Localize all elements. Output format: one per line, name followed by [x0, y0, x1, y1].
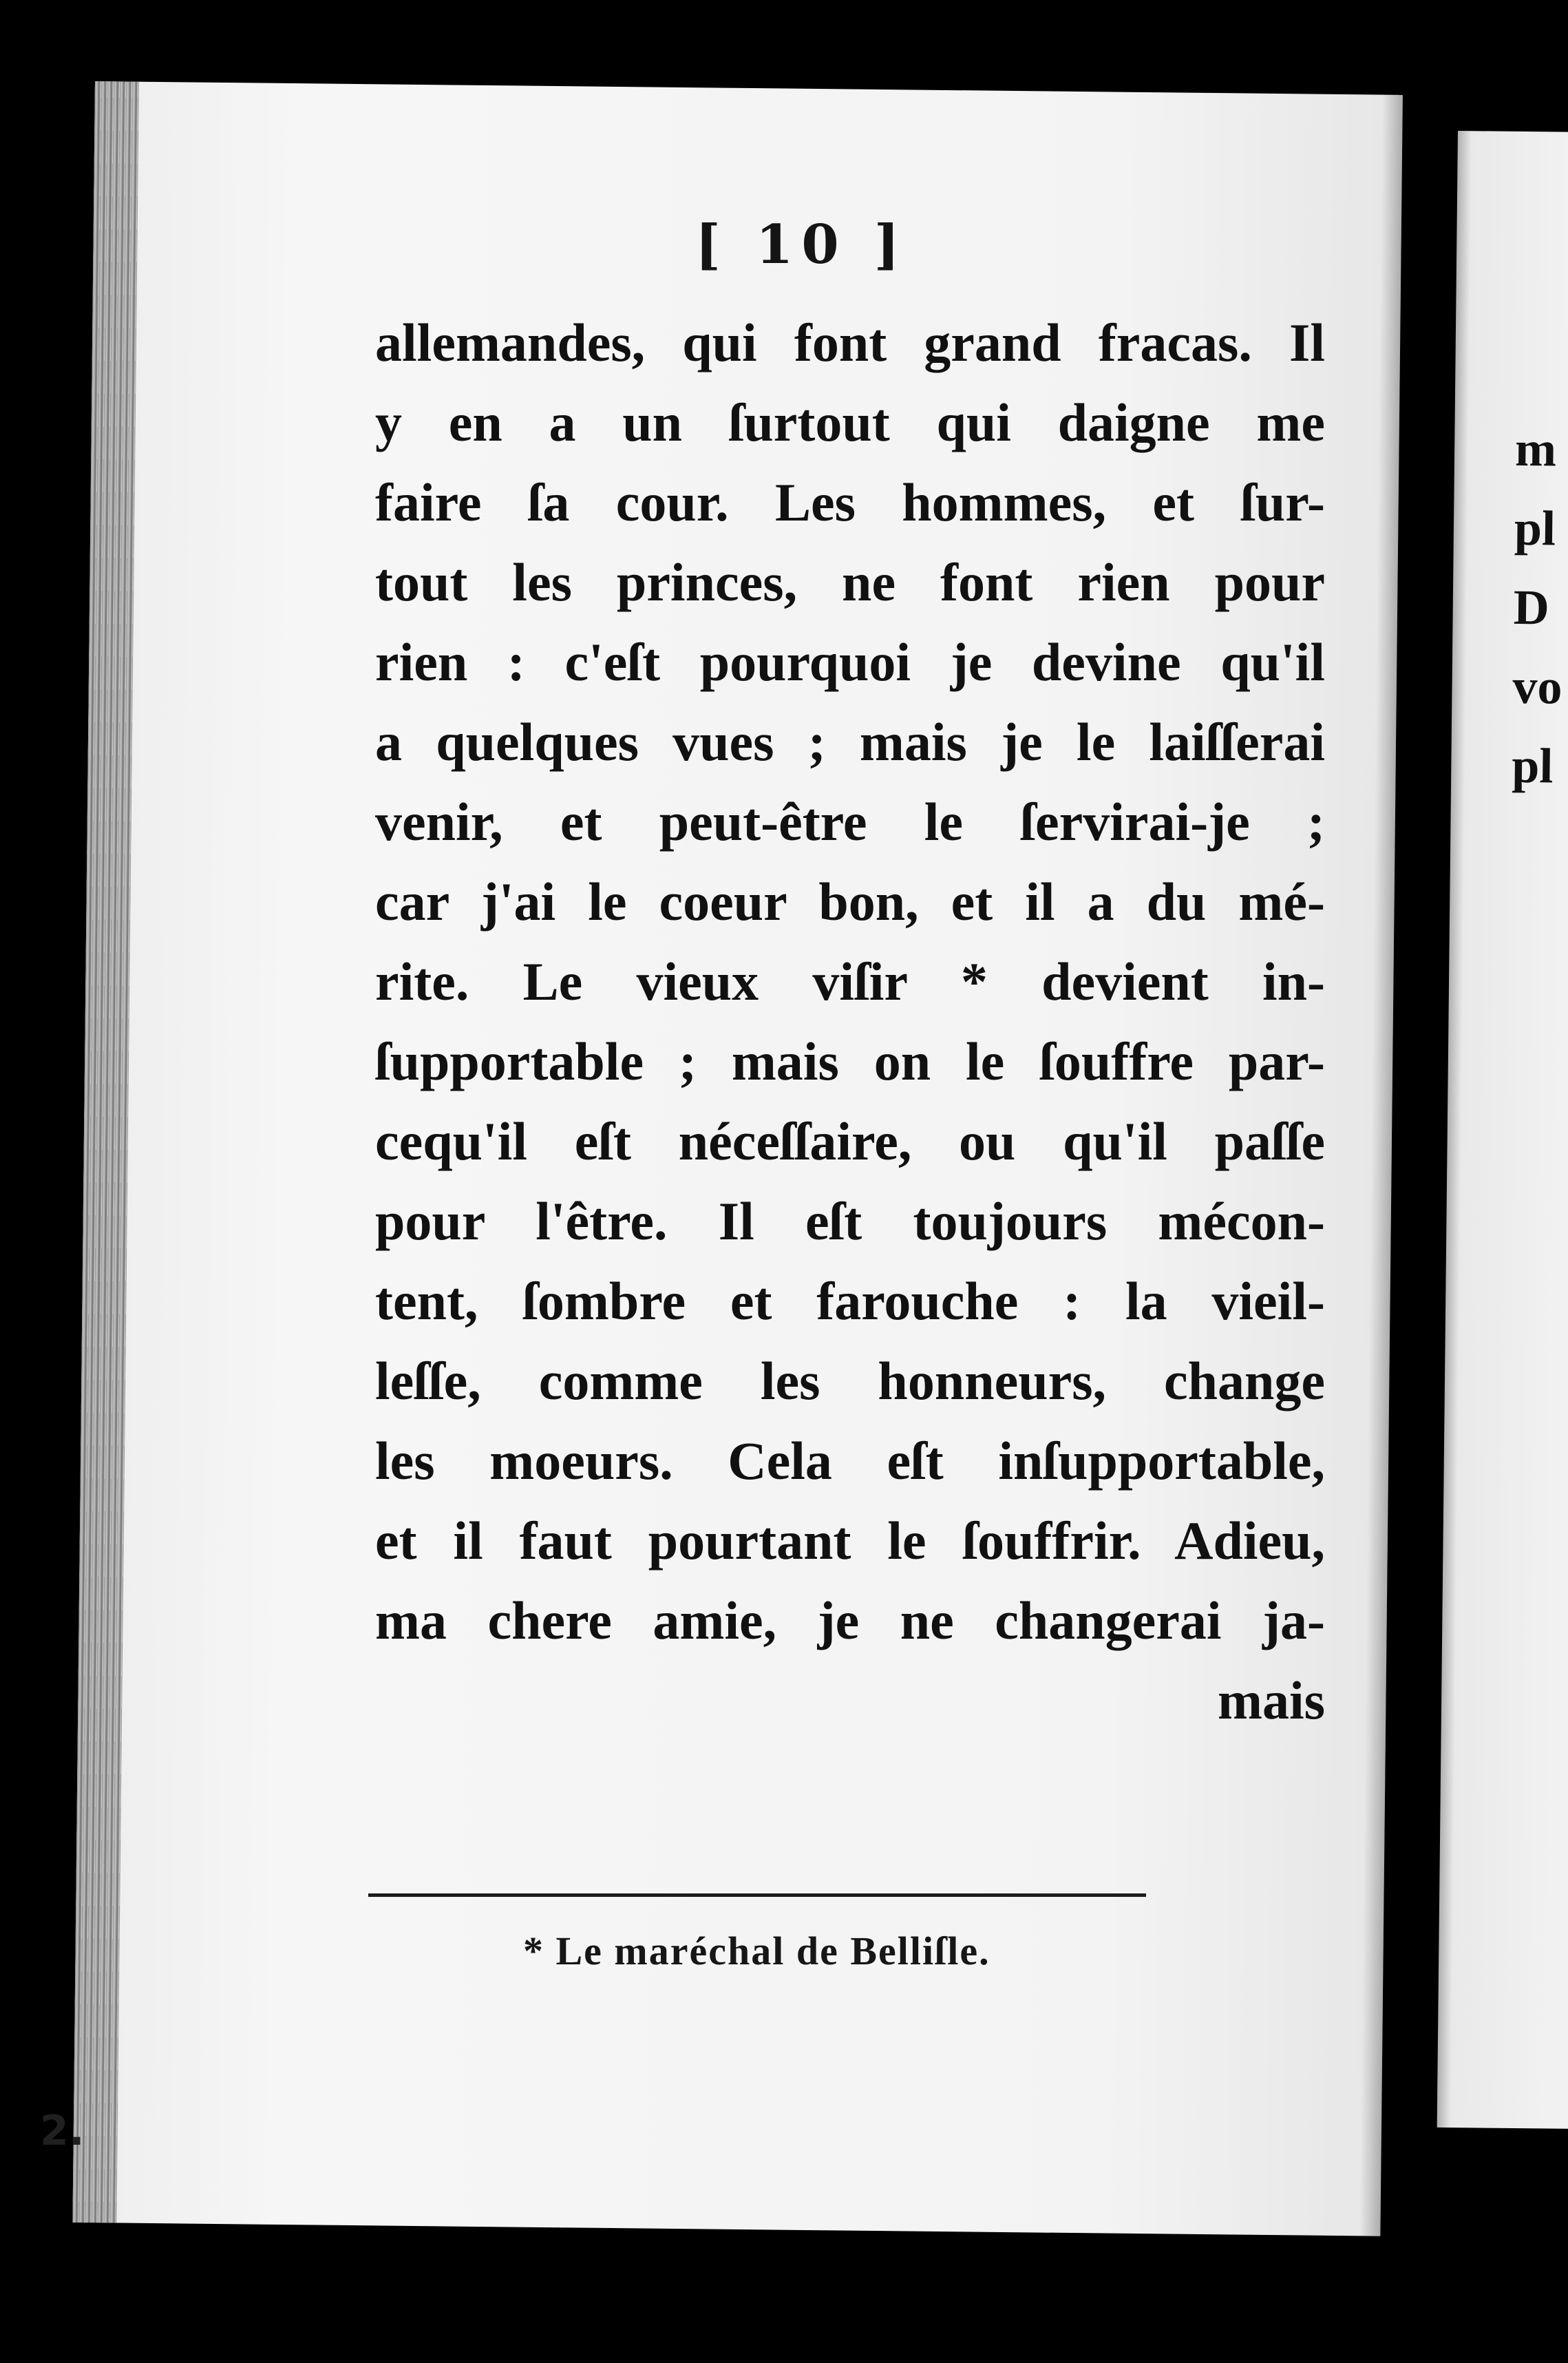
- text-line: pour l'être. Il eſt toujours mécon-: [375, 1191, 1325, 1251]
- text-line: rien : c'eſt pourquoi je devine qu'il: [375, 632, 1325, 692]
- text-line: venir, et peut-être le ſervirai-je ;: [375, 792, 1325, 852]
- body-text: [375, 303, 1325, 1741]
- footnote-rule: [368, 1893, 1146, 1897]
- adjacent-text-fragment: D: [1513, 579, 1550, 636]
- text-line: tout les princes, ne font rien pour: [375, 552, 1325, 612]
- page-number-header: [ 10 ]: [695, 213, 908, 276]
- adjacent-text-fragment: pl: [1511, 737, 1554, 794]
- text-line: allemandes, qui font grand fracas. Il: [375, 313, 1325, 372]
- text-line: a quelques vues ; mais je le laiſſerai: [375, 712, 1325, 772]
- text-line: et il faut pourtant le ſouffrir. Adieu,: [375, 1511, 1325, 1571]
- adjacent-page: [1437, 131, 1568, 2129]
- text-line: ma chere amie, je ne changerai ja-: [375, 1590, 1325, 1650]
- gutter-shadow: [1359, 95, 1403, 2236]
- text-line: cequ'il eſt néceſſaire, ou qu'il paſſe: [375, 1111, 1325, 1171]
- text-line: les moeurs. Cela eſt inſupportable,: [375, 1431, 1325, 1491]
- adjacent-text-fragment: m: [1514, 421, 1557, 477]
- catchword: mais: [1218, 1670, 1325, 1730]
- text-line: rite. Le vieux viſir * devient in-: [375, 952, 1325, 1011]
- text-line: car j'ai le coeur bon, et il a du mé-: [375, 872, 1325, 932]
- adjacent-text-fragment: vo: [1512, 658, 1562, 715]
- page-fore-edge: [72, 81, 139, 2223]
- text-line: y en a un ſurtout qui daigne me: [375, 392, 1325, 452]
- text-line: ſupportable ; mais on le ſouffre par-: [375, 1031, 1325, 1091]
- text-line: tent, ſombre et farouche : la vieil-: [375, 1271, 1325, 1331]
- text-line: leſſe, comme les honneurs, change: [375, 1351, 1325, 1411]
- signature-mark: 2.: [40, 2107, 85, 2155]
- footnote: * Le maréchal de Belliſle.: [523, 1929, 990, 1973]
- adjacent-text-fragment: pl: [1514, 500, 1556, 556]
- text-line: faire ſa cour. Les hommes, et ſur-: [375, 472, 1325, 532]
